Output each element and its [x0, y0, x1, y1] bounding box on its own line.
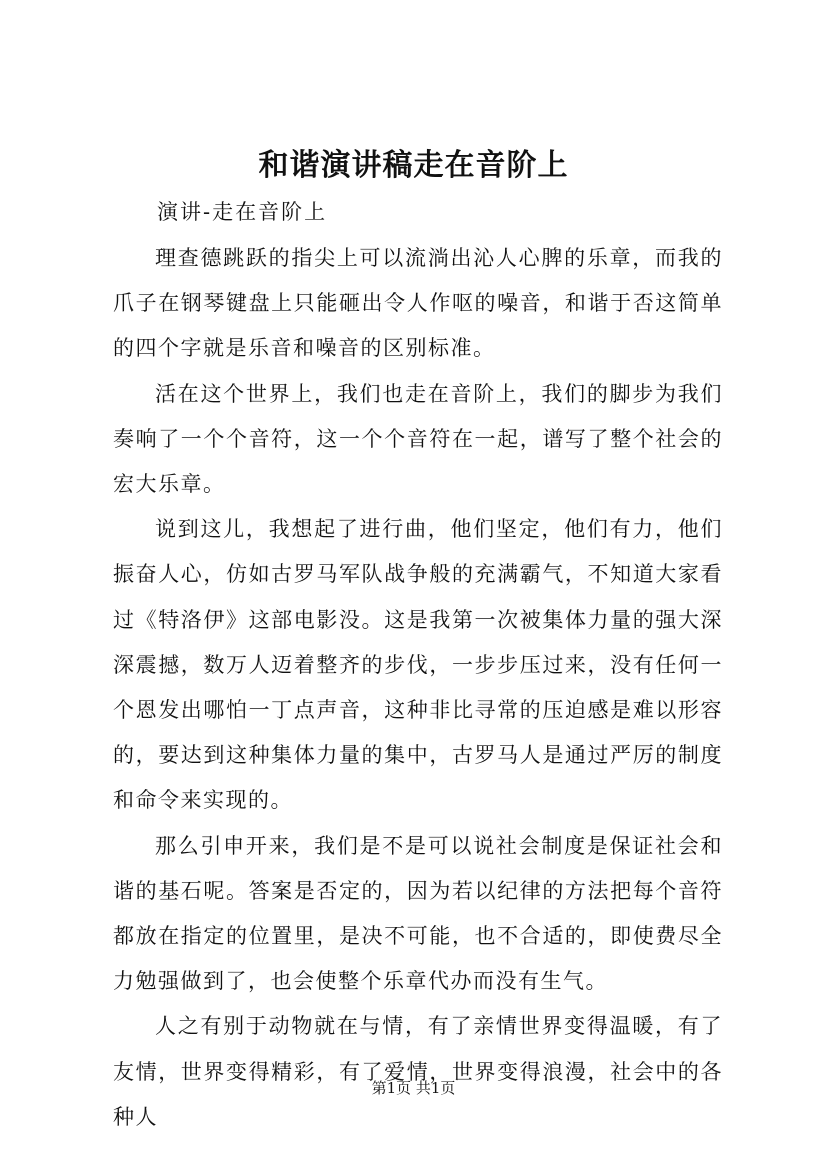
document-title: 和谐演讲稿走在音阶上	[258, 148, 569, 183]
document-subtitle: 演讲-走在音阶上	[157, 200, 328, 224]
paragraph: 人之有别于动物就在与情，有了亲情世界变得温暖，有了友情，世界变得精彩，有了爱情，世界变得浪漫，社会中的各种人	[113, 1014, 723, 1129]
paragraph: 活在这个世界上，我们也走在音阶上，我们的脚步为我们奏响了一个个音符，这一个个音符在一起，谱写了整个社会的宏大乐章。	[113, 381, 723, 497]
paragraph: 那么引申开来，我们是不是可以说社会制度是保证社会和谐的基石呢。答案是否定的，因为若以纪律的方法把每个音符都放在指定的位置里，是决不可能，也不合适的，即使费尽全力勉强做到了，也会使整个乐章代办而没有生气。	[113, 833, 723, 994]
paragraph: 说到这儿，我想起了进行曲，他们坚定，他们有力，他们振奋人心，仿如古罗马军队战争般的充满霸气，不知道大家看过《特洛伊》这部电影没。这是我第一次被集体力量的强大深深震撼，数万人迈着整齐的步伐，一步步压过来，没有任何一个恩发出哪怕一丁点声音，这种非比寻常的压迫感是难以形容的，要达到这种集体力量的集中，古罗马人是通过严厉的制度和命令来实现的。	[113, 517, 723, 813]
page-footer: 第1页 共1页	[371, 1079, 456, 1097]
document-body	[113, 236, 723, 1140]
paragraph: 理查德跳跃的指尖上可以流淌出沁人心脾的乐章，而我的爪子在钢琴键盘上只能砸出令人作呕的噪音，和谐于否这简单的四个字就是乐音和噪音的区别标准。	[113, 246, 723, 361]
